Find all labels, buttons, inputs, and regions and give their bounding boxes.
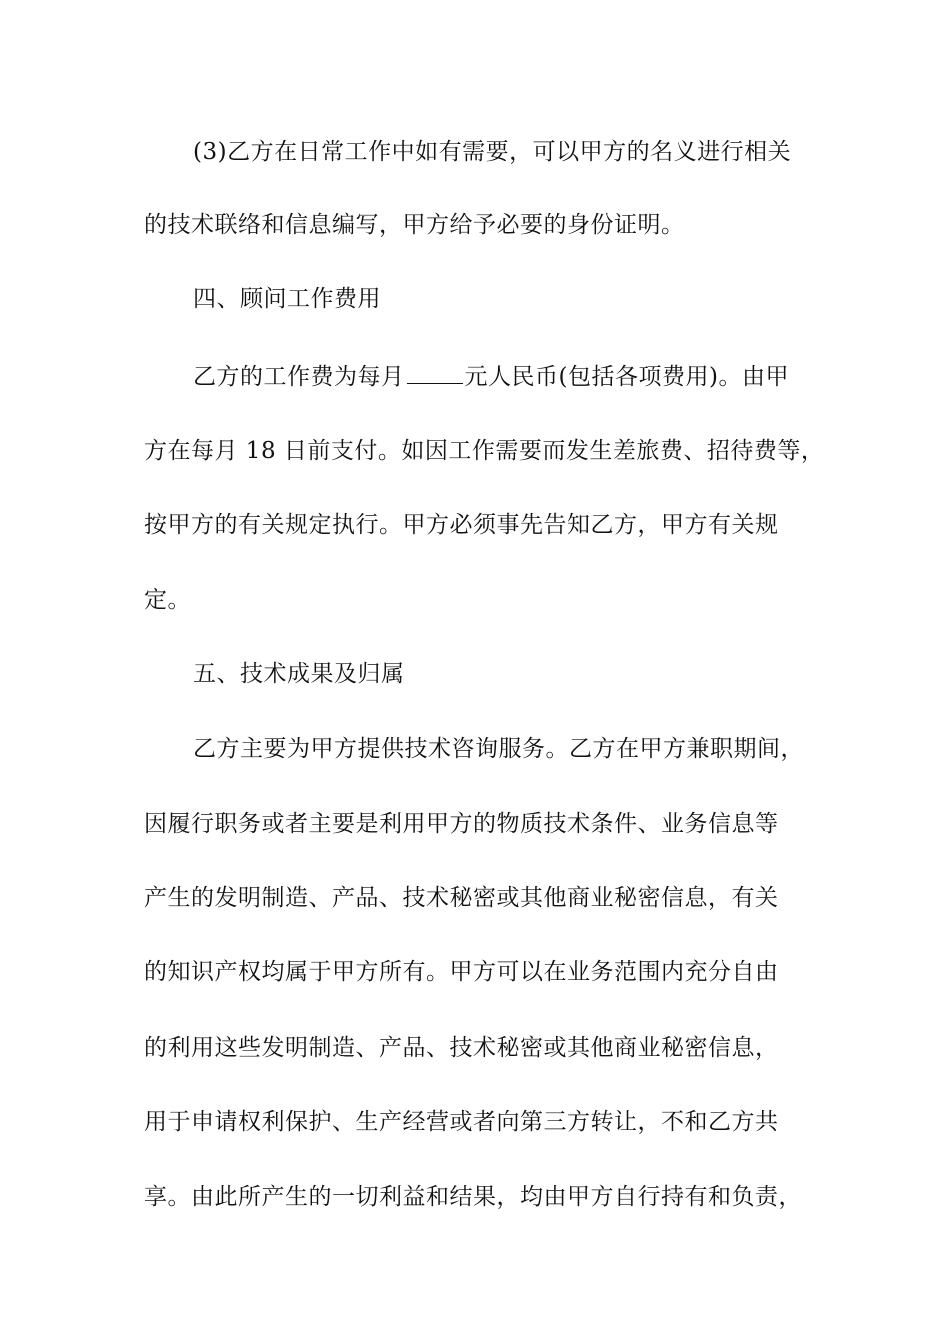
paragraph-line: (3)乙方在日常工作中如有需要，可以甲方的名义进行相关 (193, 139, 792, 165)
paragraph-line: 享。由此所产生的一切利益和结果，均由甲方自行持有和负责， (144, 1184, 802, 1210)
fee-amount-blank (407, 357, 463, 384)
paragraph-line (193, 357, 844, 397)
fee-text-suffix: 元人民币(包括各项费用)。由甲 (464, 364, 789, 390)
section-heading: 五、技术成果及归属 (193, 661, 405, 687)
paragraph-line: 定。 (144, 587, 191, 613)
paragraph-line: 产生的发明制造、产品、技术秘密或其他商业秘密信息，有关 (144, 885, 779, 911)
paragraph-line: 按甲方的有关规定执行。甲方必须事先告知乙方，甲方有关规 (144, 512, 779, 538)
paragraph-line: 用于申请权利保护、生产经营或者向第三方转让，不和乙方共 (144, 1109, 779, 1135)
paragraph-line: 方在每月 18 日前支付。如因工作需要而发生差旅费、招待费等， (144, 438, 825, 464)
fee-text-prefix: 乙方的工作费为每月 (193, 364, 405, 390)
paragraph-line: 的知识产权均属于甲方所有。甲方可以在业务范围内充分自由 (144, 959, 779, 985)
paragraph-line: 因履行职务或者主要是利用甲方的物质技术条件、业务信息等 (144, 811, 779, 837)
paragraph-line: 乙方主要为甲方提供技术咨询服务。乙方在甲方兼职期间， (193, 736, 804, 762)
section-heading: 四、顾问工作费用 (193, 286, 381, 312)
paragraph-line: 的技术联络和信息编写，甲方给予必要的身份证明。 (144, 212, 685, 238)
paragraph-line: 的利用这些发明制造、产品、技术秘密或其他商业秘密信息， (144, 1035, 779, 1061)
